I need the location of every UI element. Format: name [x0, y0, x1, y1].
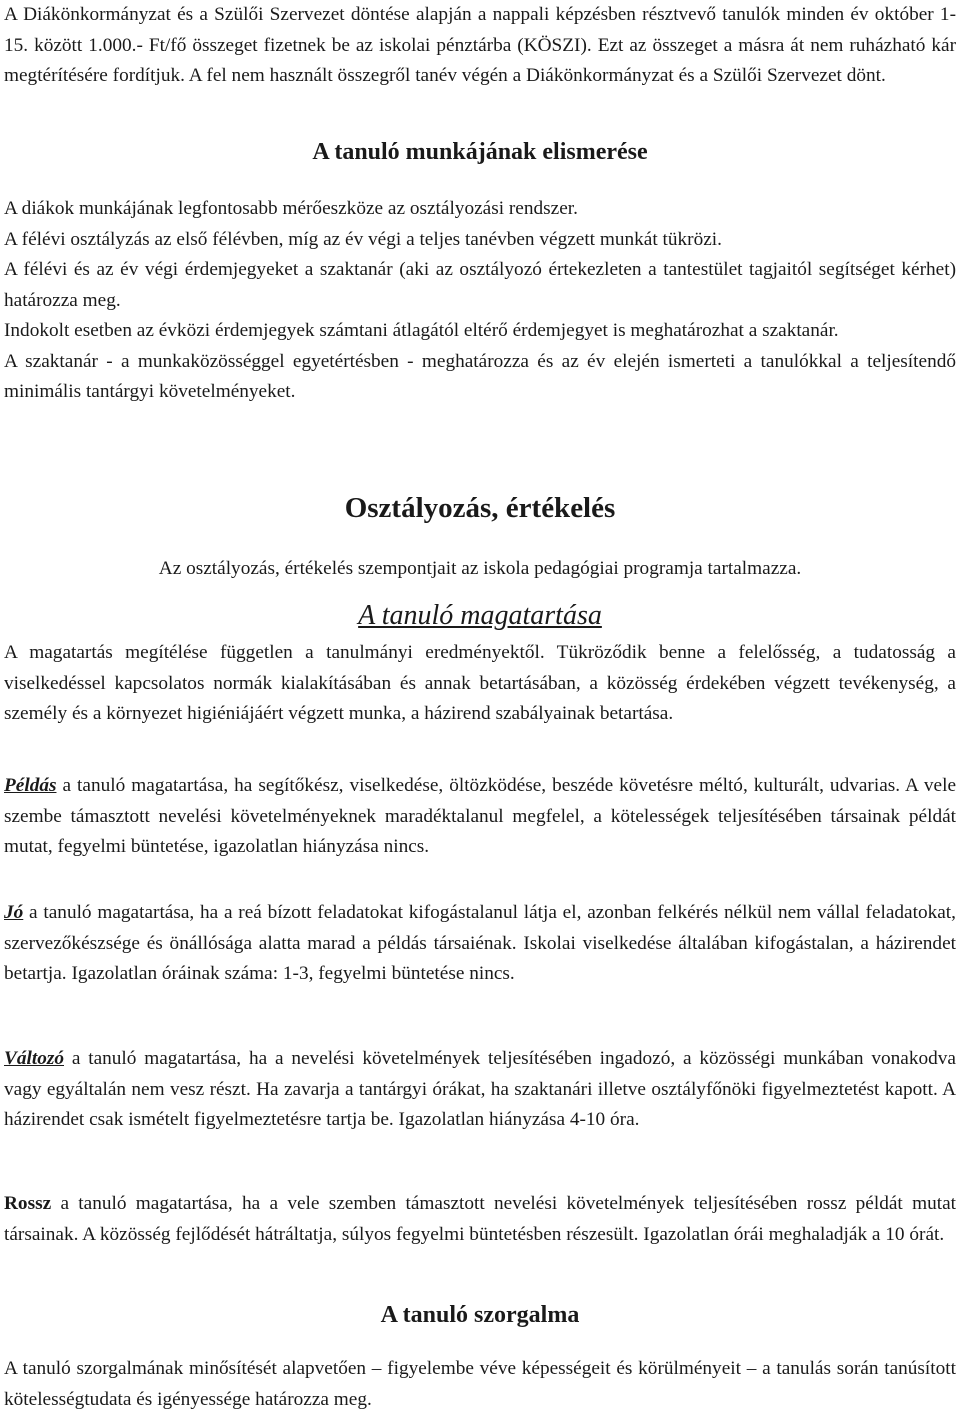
behavior-level-variable — [0, 1044, 960, 1136]
work-paragraph: A szaktanár - a munkaközösséggel egyetértésben - meghatározza és az év elején ismerteti a tanulókkal a teljesítendő minimális tantárgyi követelményeket. — [4, 350, 956, 402]
work-recognition-body — [0, 194, 960, 408]
behavior-level-exemplary — [0, 771, 960, 863]
behavior-intro: A magatartás megítélése független a tanulmányi eredményektől. Tükröződik benne a felelősség, a tudatosság a viselkedéssel kapcsolatos normák kialakításában és annak betartásában, a közösség érdekében végzett tevékenység, a személy és a környezet higiéniájáért végzett munka, a házirend szabályainak betartása. — [4, 642, 956, 724]
work-paragraph: A félévi és az év végi érdemjegyeket a szaktanár (aki az osztályozó értekezleten a tantestület tagjaitól segítséget kérhet) határozza meg. — [4, 259, 956, 311]
section-heading-behavior: A tanuló magatartása — [358, 600, 602, 631]
grading-body — [0, 554, 960, 585]
grading-section — [0, 492, 960, 525]
grading-text: Az osztályozás, értékelés szempontjait az iskola pedagógiai programja tartalmazza. — [158, 558, 802, 579]
level-text: a tanuló magatartása, ha a vele szemben támasztott nevelési követelmények teljesítésében rossz példát mutat társainak. A közösség fejlődését hátráltatja, súlyos fegyelmi büntetésben részesült. Igazolatlan órái meghaladják a 10 órát. — [4, 1193, 956, 1245]
section-heading-work-recognition: A tanuló munkájának elismerése — [312, 139, 648, 165]
level-term: Rossz — [4, 1193, 52, 1214]
work-paragraph: A diákok munkájának legfontosabb mérőeszköze az osztályozási rendszer. — [4, 198, 578, 219]
work-paragraph: Indokolt esetben az évközi érdemjegyek számtani átlagától eltérő érdemjegyet is meghatározhat a szaktanár. — [4, 320, 839, 341]
diligence-section — [0, 1302, 960, 1329]
diligence-text: A tanuló szorgalmának minősítését alapvetően – figyelembe véve képességeit és körülményeit – a tanulás során tanúsított kötelességtudata és igényessége határozza meg. — [4, 1358, 956, 1410]
level-text: a tanuló magatartása, ha a reá bízott feladatokat kifogástalanul látja el, azonban felkérés nélkül nem vállal feladatokat, szervezőkészsége és önállósága alatta marad a példás társaiénak. Iskolai viselkedése általában kifogástalan, a házirendet betartja. Igazolatlan óráinak száma: 1-3, fegyelmi büntetése nincs. — [4, 902, 956, 984]
behavior-body — [0, 638, 960, 730]
level-text: a tanuló magatartása, ha segítőkész, viselkedése, öltözködése, beszéde követésre méltó, kulturált, udvarias. A vele szembe támasztott nevelési követelményeknek maradéktalanul megfelel, a kötelességek teljesítésében társainak példát mutat, fegyelmi büntetése, igazolatlan hiányzása nincs. — [4, 775, 956, 857]
behavior-section — [0, 600, 960, 632]
behavior-level-bad — [0, 1189, 960, 1250]
section-heading-diligence: A tanuló szorgalma — [380, 1302, 580, 1328]
diligence-body — [0, 1354, 960, 1415]
work-recognition-section — [0, 139, 960, 166]
level-text: a tanuló magatartása, ha a nevelési követelmények teljesítésében ingadozó, a közösségi munkában vonakodva vagy egyáltalán nem vesz részt. Ha zavarja a tantárgyi órákat, ha szaktanári illetve osztályfőnöki figyelmeztetést kapott. A házirendet csak ismételt figyelmeztetésre tartja be. Igazolatlan hiányzása 4-10 óra. — [4, 1048, 956, 1130]
intro-section — [0, 0, 960, 92]
behavior-level-good — [0, 898, 960, 990]
level-term: Változó — [4, 1048, 64, 1069]
section-heading-grading: Osztályozás, értékelés — [344, 492, 616, 524]
intro-paragraph: A Diákönkormányzat és a Szülői Szervezet döntése alapján a nappali képzésben résztvevő tanulók minden év október 1-15. között 1.000.- Ft/fő összeget fizetnek be az iskolai pénztárba (KÖSZI). Ezt az összeget a másra át nem ruházható kár megtérítésére fordítjuk. A fel nem használt összegről tanév végén a Diákönkormányzat és a Szülői Szervezet dönt. — [4, 4, 956, 86]
level-term: Példás — [4, 775, 57, 796]
level-term: Jó — [4, 902, 24, 923]
work-paragraph: A félévi osztályzás az első félévben, míg az év végi a teljes tanévben végzett munkát tükrözi. — [4, 228, 722, 250]
